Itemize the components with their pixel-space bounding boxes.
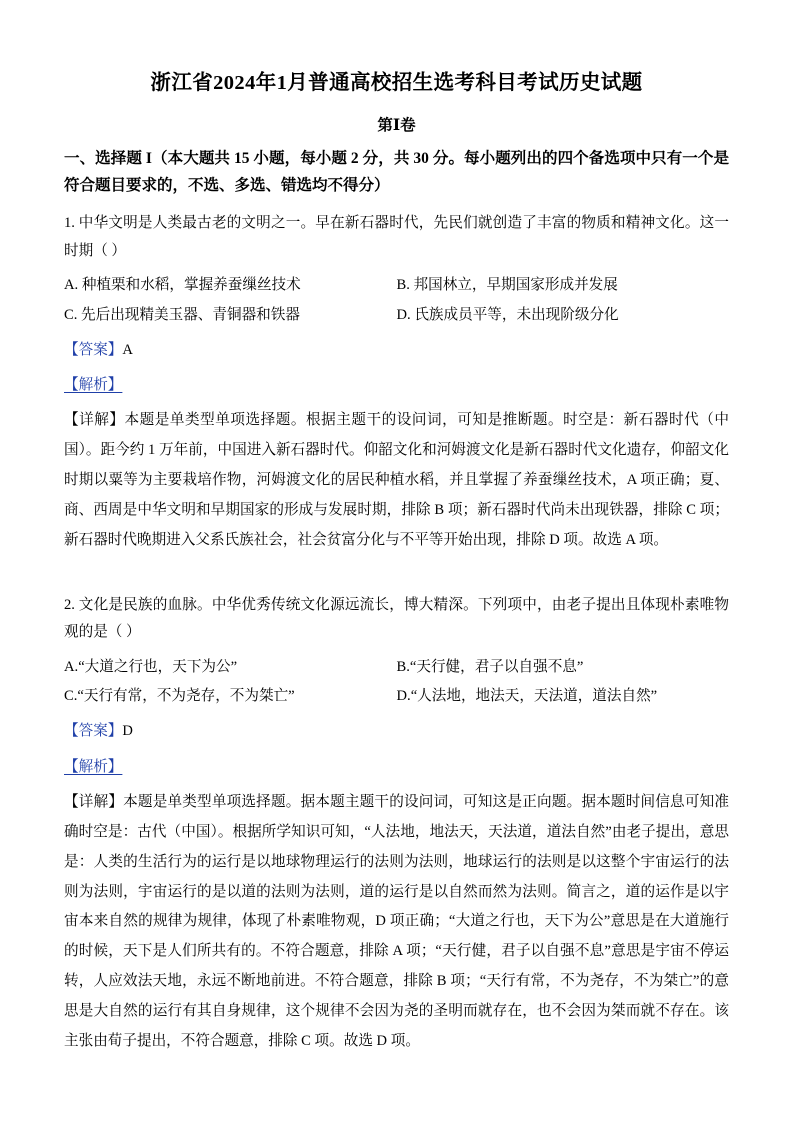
detail-block [64, 406, 729, 556]
analysis-line [64, 371, 729, 400]
question-block [64, 210, 729, 556]
detail-block [64, 788, 729, 1057]
option-list [64, 271, 729, 329]
analysis-line [64, 753, 729, 782]
question-block [64, 592, 729, 1057]
question-number: 2. [64, 596, 75, 613]
detail-label: 【详解】 [64, 412, 125, 429]
detail-text: 本题是单类型单项选择题。根据主题干的设问词，可知是推断题。时空是：新石器时代（中国）。距今约 1 万年前，中国进入新石器时代。仰韶文化和河姆渡文化是新石器时代文化遗存，仰韶文化时期以粟等为主要栽培作物，河姆渡文化的居民种植水稻，并且掌握了养蚕缫丝技术，A 项正确；夏、商、西周是中华文明和早期国家的形成与发展时期，排除 B 项；新石器时代尚未出现铁器，排除 C 项；新石器时代晚期进入父系氏族社会，社会贫富分化与不平等开始出现，排除 D 项。故选 A 项。 [64, 412, 729, 548]
option-a[interactable]: A.“大道之行也，天下为公” [64, 659, 238, 676]
spacer [64, 556, 729, 582]
volume-label: 第Ⅰ卷 [377, 116, 416, 134]
option-a[interactable]: A. 种植栗和水稻，掌握养蚕缫丝技术 [64, 277, 301, 294]
answer-line [64, 717, 729, 746]
answer-label: 【答案】 [64, 341, 123, 358]
option-d[interactable]: D. 氏族成员平等，未出现阶级分化 [396, 306, 619, 323]
option-list [64, 653, 729, 711]
question-text: 中华文明是人类最古老的文明之一。早在新石器时代，先民们就创造了丰富的物质和精神文化。这一时期（ ） [64, 214, 729, 259]
option-b[interactable]: B.“天行健，君子以自强不息” [396, 659, 584, 676]
answer-value: A [122, 341, 133, 358]
analysis-label: 【解析】 [64, 376, 123, 393]
option-b[interactable]: B. 邦国林立，早期国家形成并发展 [396, 277, 618, 294]
section-heading: 一、选择题 I（本大题共 15 小题，每小题 2 分，共 30 分。每小题列出的四个备选项中只有一个是符合题目要求的，不选、多选、错选均不得分） [64, 149, 729, 195]
detail-text: 本题是单类型单项选择题。据本题主题干的设问词，可知这是正向题。据本题时间信息可知准确时空是：古代（中国）。根据所学知识可知，“人法地，地法天，天法道，道法自然”由老子提出，意思是：人类的生活行为的运行是以地球物理运行的法则为法则，地球运行的法则是以这整个宇宙运行的法则为法则，宇宙运行的是以道的法则为法则，道的运行是以自然而然为法则。简言之，道的运作是以宇宙本来自然的规律为规律，体现了朴素唯物观，D 项正确；“大道之行也，天下为公”意思是在大道施行的时候，天下是人们所共有的。不符合题意，排除 A 项；“天行健，君子以自强不息”意思是宇宙不停运转，人应效法天地，永远不断地前进。不符合题意，排除 B 项；“天行有常，不为尧存，不为桀亡”的意思是大自然的运行有其自身规律，这个规律不会因为尧的圣明而就存在，也不会因为桀而就不存在。该主张由荀子提出，不符合题意，排除 C 项。故选 D 项。 [64, 793, 729, 1050]
question-text: 文化是民族的血脉。中华优秀传统文化源远流长，博大精深。下列项中，由老子提出且体现朴素唯物观的是（ ） [64, 596, 729, 641]
answer-label: 【答案】 [64, 723, 123, 740]
option-c[interactable]: C.“天行有常，不为尧存，不为桀亡” [64, 688, 295, 705]
page-title: 浙江省2024年1月普通高校招生选考科目考试历史试题 [150, 72, 643, 94]
question-stem [64, 592, 729, 647]
detail-label: 【详解】 [64, 793, 124, 810]
option-d[interactable]: D.“人法地，地法天，天法道，道法自然” [396, 688, 658, 705]
question-number: 1. [64, 214, 75, 231]
answer-line [64, 336, 729, 365]
question-stem [64, 210, 729, 265]
analysis-label: 【解析】 [64, 758, 123, 775]
answer-value: D [122, 723, 133, 740]
option-c[interactable]: C. 先后出现精美玉器、青铜器和铁器 [64, 306, 300, 323]
